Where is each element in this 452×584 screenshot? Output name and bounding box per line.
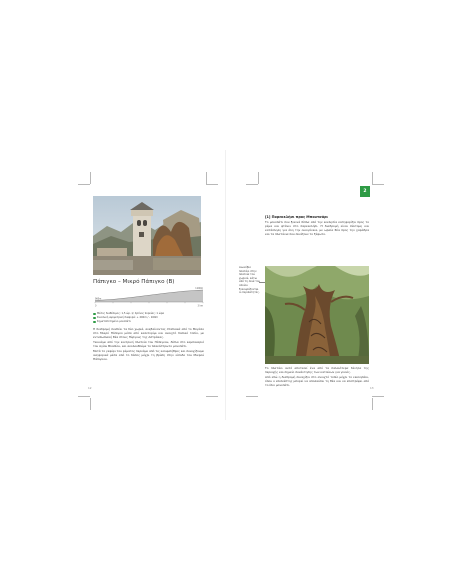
paragraph: Από εδώ η διαδρομή συνεχίζει στο ανοιχτό τοπίο μέχρι το εκκλησάκι, όπου ο επισκέπτης μπορεί να απολαύσει τη θέα και να επιστρέψει από το ίδιο μονοπάτι. xyxy=(265,374,369,387)
paragraph: Η διαδρομή συνδέει τα δύο χωριά, ανεβαίνοντας σταδιακά από το Μεγάλο στο Μικρό Πάπιγκο μέσα από καλντερίμι και ανοιχτό δασικό τοπίο, με εντυπωσιακή θέα στους Πύργους της Αστράκας. xyxy=(93,327,204,340)
route-title: Πάπιγκο – Μικρό Πάπιγκο (Β) xyxy=(93,279,175,285)
legend-marker-icon xyxy=(93,317,96,320)
paragraph: Μετά το γεφύρι του ρέματος περνάμε από τις κολυμπήθρες και συνεχίζουμε ανηφορικά μέσα από το δάσος μέχρι τη βρύση στην είσοδο του Μικρού Πάπιγκου. xyxy=(93,348,204,361)
paragraph: Το μονοπάτι που ξεκινά δίπλα από την εκκλησία κατηφορίζει προς το ρέμα και φτάνει στο παρεκκλήσι. Η διαδρομή είναι σύντομη και κατάλληλη για όλη την οικογένεια, με ωραία θέα προς την χαράδρα και τα πλατάνια που σκιάζουν το ξέφωτο. xyxy=(265,220,369,237)
x-tick-label: 0 xyxy=(95,304,97,308)
page-number-left: 12 xyxy=(88,386,92,390)
legend-text: Σηματοδοτημένο μονοπάτι xyxy=(97,320,131,323)
legend-text: Μέσος διαθέσιμος: 1,5 ώρ. ⦿ Χρόνος πορείας: 1 ώρα xyxy=(97,312,165,315)
left-body-text xyxy=(93,327,204,362)
elevation-area xyxy=(95,290,203,302)
page-number-right: 13 xyxy=(370,386,374,390)
legend-marker-icon xyxy=(93,321,96,324)
section-title: [1] Παρεκκλήσι προς Μπουτσάρι xyxy=(265,215,328,219)
legend-item xyxy=(93,320,213,324)
paragraph: Το πλατάνι αυτό αποτελεί ένα από τα παλαιότερα δέντρα της περιοχής και σημείο συνάντησης των κατοίκων για γενιές. xyxy=(265,366,369,375)
elevation-profile-chart xyxy=(93,286,205,308)
legend-marker-icon xyxy=(93,313,96,316)
plane-tree-photo xyxy=(265,266,369,364)
legend-text: Συνολική υψομετρική διαφορά: + 200m / - 160m xyxy=(97,316,158,319)
paragraph: Ξεκινάμε από την κεντρική πλατεία του Πάπιγκου, δίπλα στο καμπαναριό του Αγίου Βλασίου, και ακολουθούμε το πλακόστρωτο μονοπάτι. xyxy=(93,339,204,348)
chapter-tab: 2 xyxy=(360,186,370,197)
right-body-text-top xyxy=(265,220,369,237)
start-elevation-label: 960m xyxy=(95,297,102,301)
right-body-text-bottom xyxy=(265,366,369,388)
church-bell-tower-photo xyxy=(93,196,201,275)
photo-caption: Αιωνόβιο πλατάνι στην πλατεία του χωριού, κάτω από τη σκιά του οποίου ξεκουράζονται οι περιπατητές. xyxy=(239,266,260,295)
route-legend xyxy=(93,312,213,324)
end-elevation-label: 1100m xyxy=(195,286,203,290)
x-tick-label: 3 km xyxy=(197,304,203,308)
